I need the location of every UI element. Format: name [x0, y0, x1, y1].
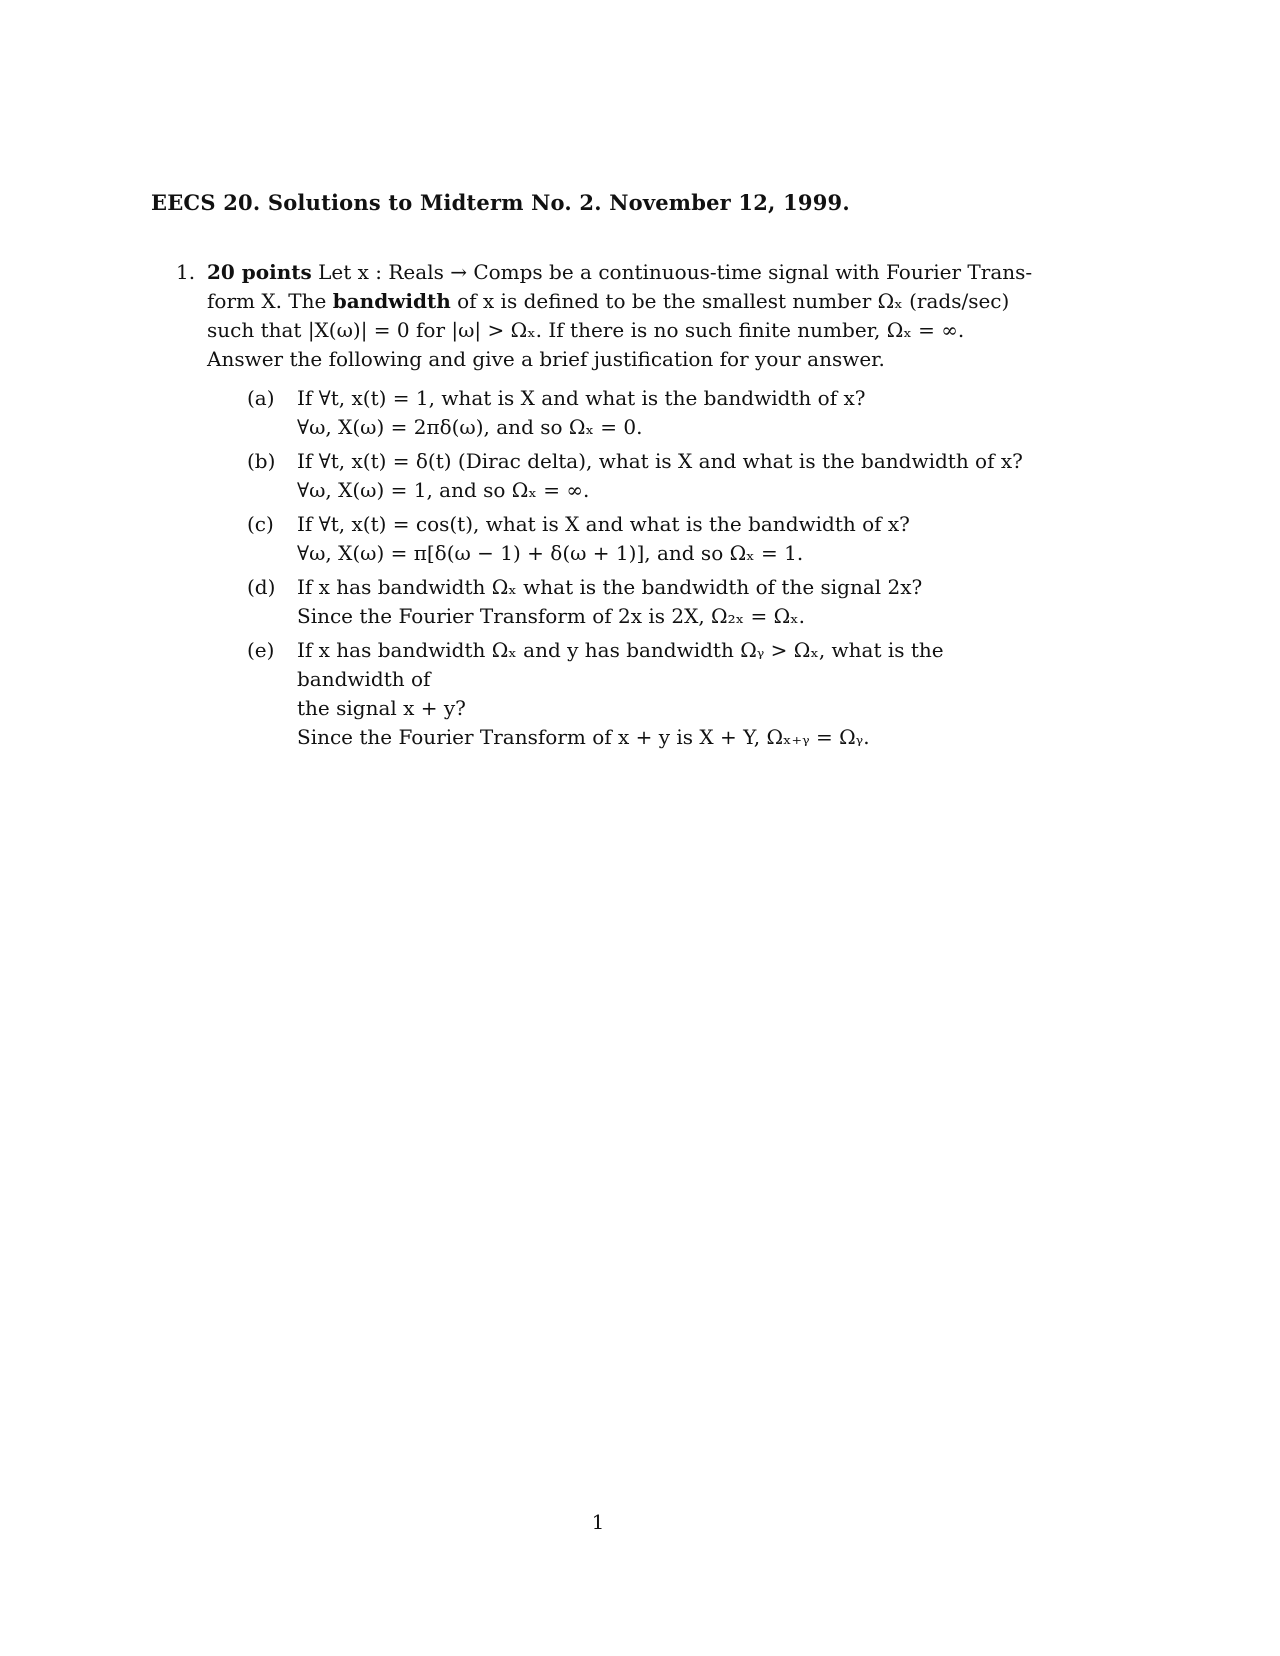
instruction-text: Answer the following and give a brief justification for your answer.: [207, 347, 885, 371]
subpart-label: (d): [247, 575, 276, 599]
statement-line-3: such that |X(ω)| = 0 for |ω| > Ωₓ. If there is no such finite number, Ωₓ = ∞.: [207, 318, 965, 342]
statement-line-1: [207, 258, 1056, 287]
subpart-label: (e): [247, 638, 275, 662]
points-label: 20 points: [207, 260, 312, 284]
subpart-question: If ∀t, x(t) = 1, what is X and what is the bandwidth of x?: [297, 386, 866, 410]
subpart-d: [247, 573, 1056, 631]
document-title: EECS 20. Solutions to Midterm No. 2. November 12, 1999.: [151, 190, 850, 215]
subpart-answer: Since the Fourier Transform of x + y is X + Y, Ωₓ₊ᵧ = Ωᵧ.: [297, 725, 870, 749]
subpart-label: (b): [247, 449, 276, 473]
subpart-question: If x has bandwidth Ωₓ what is the bandwidth of the signal 2x?: [297, 575, 923, 599]
subpart-c: [247, 510, 1056, 568]
subpart-answer: ∀ω, X(ω) = 2πδ(ω), and so Ωₓ = 0.: [297, 415, 643, 439]
subpart-e: [247, 636, 1056, 752]
bandwidth-keyword: bandwidth: [332, 289, 451, 313]
page-number: 1: [591, 1510, 605, 1534]
subpart-question-continued: the signal x + y?: [297, 696, 466, 720]
statement-text-a: Let x : Reals → Comps be a continuous-time signal with Fourier Trans-: [318, 260, 1033, 284]
problem-statement: [207, 258, 1056, 752]
subparts-list: [247, 384, 1056, 752]
subpart-label: (a): [247, 386, 275, 410]
subpart-label: (c): [247, 512, 274, 536]
subpart-answer: Since the Fourier Transform of 2x is 2X, Ω₂ₓ = Ωₓ.: [297, 604, 806, 628]
statement-text-b: form X. The: [207, 289, 327, 313]
problem-1: [176, 258, 1056, 757]
problem-number: 1.: [176, 260, 196, 284]
subpart-question: If ∀t, x(t) = cos(t), what is X and what is the bandwidth of x?: [297, 512, 910, 536]
statement-text-c: of x is defined to be the smallest number Ωₓ (rads/sec): [457, 289, 1010, 313]
subpart-answer: ∀ω, X(ω) = 1, and so Ωₓ = ∞.: [297, 478, 590, 502]
statement-line-2: [207, 287, 1056, 316]
subpart-b: [247, 447, 1056, 505]
subpart-question: If ∀t, x(t) = δ(t) (Dirac delta), what is X and what is the bandwidth of x?: [297, 449, 1023, 473]
subpart-a: [247, 384, 1056, 442]
subpart-question: If x has bandwidth Ωₓ and y has bandwidth Ωᵧ > Ωₓ, what is the bandwidth of: [297, 638, 944, 691]
subpart-answer: ∀ω, X(ω) = π[δ(ω − 1) + δ(ω + 1)], and so Ωₓ = 1.: [297, 541, 804, 565]
